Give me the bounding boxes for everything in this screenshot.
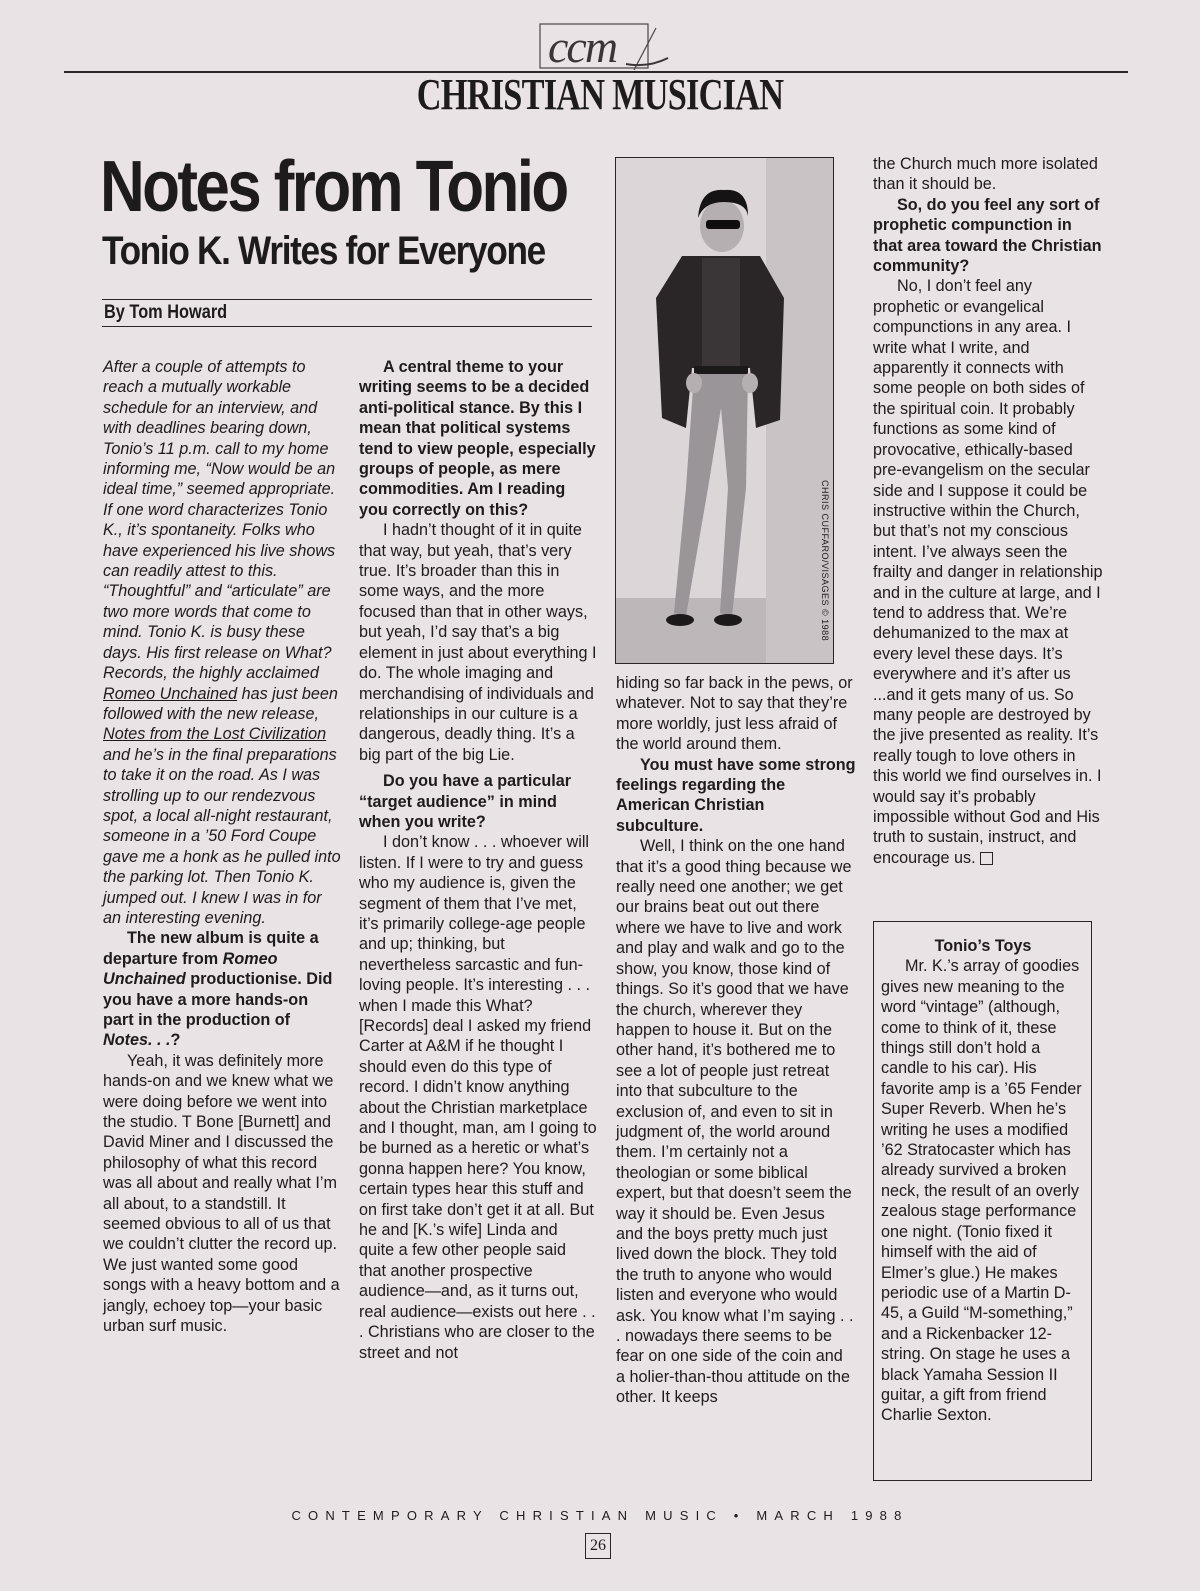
sidebar-body: Mr. K.’s array of goodies gives new meaning to the word “vintage” (although, come to think of it, these things still don’t hold a candle to his car). His favorite amp is a ’65 Fender Super Reverb. When he’s writing he uses a modified ’62 Stratocaster which has already survived a broken neck, the result of an overly zealous stage performance one night. (Tonio fixed it himself with the aid of Elmer’s glue.) He makes periodic use of a Martin D-45, a Guild “M-something,” and a Rickenbacker 12-string. On stage he uses a black Yamaha Session II guitar, a gift from friend Charlie Sexton. (881, 957, 1082, 1425)
section-title: CHRISTIAN MUSICIAN (416, 70, 784, 119)
answer-2: I hadn’t thought of it in quite that way, but yeah, that’s very true. It’s broader than this in some ways, and the more focused than that in other ways, but yeah, I’d say that’s a big element in just about everything I do. The whole imaging and merchandising of individuals and relationships in our culture is a dangerous, deadly thing. It’s a big part of the big Lie. (359, 521, 597, 764)
question-4: You must have some strong feelings regarding the American Christian subculture. (616, 755, 856, 835)
question-3: Do you have a particular “target audience” in mind when you write? (359, 772, 572, 831)
album-title-romeo: Romeo Unchained (103, 684, 238, 703)
portrait-photo (615, 157, 834, 664)
photo-credit: CHRIS CUFFARO/VISAGES © 1988 (820, 480, 830, 642)
column-4 (873, 154, 1103, 868)
column-3 (616, 673, 856, 1408)
answer-3: I don’t know . . . whoever will listen. If I were to try and guess who my audience is, given the segment of them that I’ve met, it’s primarily college-age people and up; thinking, but nevertheless sarcastic and fun-loving people. It’s interesting . . . when I made this What? [Records] deal I asked my friend Carter at A&M if he thought I should even do this type of record. I didn’t know anything about the Christian marketplace and I thought, man, am I going to be burned as a heretic or what’s gonna happen here? You know, certain types hear this stuff and on first take don’t get it at all. But he and [K.’s wife] Linda and quite a few other people said that another prospective audience—and, as it turns out, real audience—exists out here . . . Christians who are closer to the street and not (359, 833, 597, 1362)
column-1 (103, 357, 341, 1337)
album-title-notes: Notes from the Lost Civilization (103, 725, 327, 744)
page-number: 26 (585, 1533, 611, 1559)
logo-text: ccm (548, 21, 617, 72)
question-1: The new album is quite a departure from Romeo Unchained productionise. Did you have a more hands-on part in the production of Notes. . .? (103, 929, 333, 1050)
byline-top-rule (102, 299, 592, 300)
byline: By Tom Howard (104, 302, 228, 323)
end-mark-icon (980, 852, 993, 865)
headline: Notes from Tonio (100, 147, 567, 227)
byline-bottom-rule (102, 326, 592, 327)
footer-text: CONTEMPORARY CHRISTIAN MUSIC • MARCH 1988 (291, 1508, 909, 1523)
subheadline: Tonio K. Writes for Everyone (102, 229, 545, 273)
ccm-logo (536, 18, 676, 72)
answer-5: No, I don’t feel any prophetic or evangelical compunctions in any area. I write what I write, and apparently it connects with some people on both sides of the spiritual coin. It probably functions as some kind of provocative, ethically-based pre-evangelism on the secular side and I suppose it could be instructive within the Church, but that’s not my conscious intent. I’ve always seen the frailty and danger in relationship and in the culture at large, and I tend to address that. We’re dehumanized to the max at every level these days. It’s everywhere and it’s after us ...and it gets many of us. So many people are destroyed by the jive presented as reality. It’s really tough to love others in this world we find ourselves in. I would say it’s probably impossible without God and His truth to sustain, instruct, and encourage us. (873, 277, 1103, 867)
answer-4: Well, I think on the one hand that it’s a good thing because we really need one another; we get our brains beat out out there where we have to live and work and play and walk and go to the show, you know, those kind of things. So it’s good that we have the church, wherever they happen to house it. But on the other hand, it’s bothered me to see a lot of people just retreat into that subculture to the exclusion of, and even to sit in judgment of, the world around them. I’m certainly not a theologian or some biblical expert, but that doesn’t seem the way it should be. Even Jesus and the boys pretty much just lived down the block. They told the truth to anyone who would listen and everyone who would ask. You know what I’m saying . . . nowadays there seems to be fear on one side of the coin and a holier-than-thou attitude on the other. It keeps (616, 837, 854, 1407)
sidebar-box (873, 921, 1092, 1481)
question-2: A central theme to your writing seems to be a decided anti-political stance. By this I mean that political systems tend to view people, especially groups of people, as mere commodities. Am I reading you correctly on this? (359, 358, 596, 519)
answer-1: Yeah, it was definitely more hands-on and we knew what we were doing before we went into the studio. T Bone [Burnett] and David Miner and I discussed the philosophy of what this record was all about and really what I’m all about, to a standstill. It seemed obvious to all of us that we couldn’t clutter the record up. We just wanted some good songs with a heavy bottom and a jangly, echoey top—your basic urban surf music. (103, 1051, 340, 1336)
continued-text-2: the Church much more isolated than it should be. (873, 155, 1098, 194)
intro-paragraph: After a couple of attempts to reach a mutually workable schedule for an interview, and with deadlines bearing down, Tonio’s 11 p.m. call to my home informing me, “Now would be an ideal time,” seemed appropriate. If one word characterizes Tonio K., it’s spontaneity. Folks who have experienced his live shows can readily attest to this. “Thoughtful” and “articulate” are two more words that come to mind. Tonio K. is busy these days. His first release on What? Records, the highly acclaimed Romeo Unchained has just been followed with the new release, Notes from the Lost Civilization and he’s in the final preparations to take it on the road. As I was strolling up to our rendezvous spot, a local all-night restaurant, someone in a ’50 Ford Coupe gave me a honk as he pulled into the parking lot. Then Tonio K. jumped out. I knew I was in for an interesting evening. (103, 358, 341, 927)
column-2 (359, 357, 597, 1363)
question-5: So, do you feel any sort of prophetic compunction in that area toward the Christian community? (873, 195, 1102, 276)
sidebar-title: Tonio’s Toys (934, 937, 1032, 955)
continued-text: hiding so far back in the pews, or whatever. Not to say that they’re more worldly, just less afraid of the world around them. (616, 674, 853, 754)
